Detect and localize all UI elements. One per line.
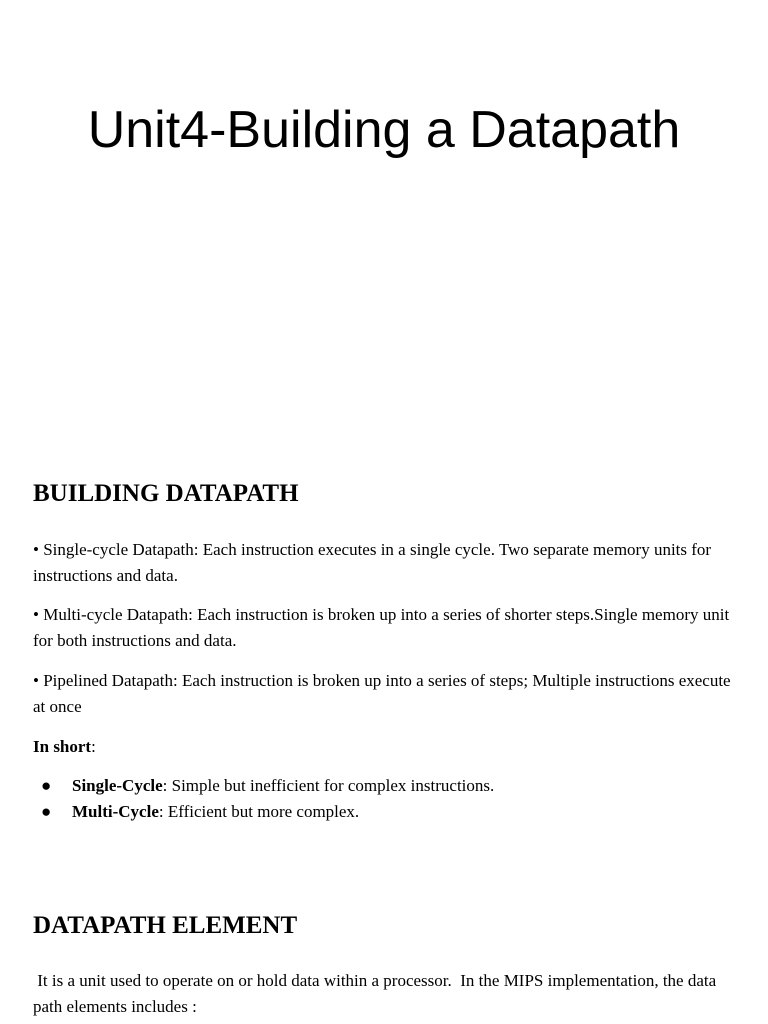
bullet-marker: ● <box>41 802 52 821</box>
bullet-text: : Simple but inefficient for complex instructions. <box>162 776 495 795</box>
in-short-line <box>33 734 738 760</box>
section-heading-building-datapath: BUILDING DATAPATH <box>33 480 299 507</box>
paragraph-datapath-element: It is a unit used to operate on or hold data within a processor. In the MIPS implementation, the data path elements includes : <box>33 971 721 1016</box>
bullet-term: Single-Cycle <box>72 776 163 795</box>
page-title: Unit4-Building a Datapath <box>87 101 681 159</box>
paragraph-multi-cycle: • Multi-cycle Datapath: Each instruction is broken up into a series of shorter steps.Single memory unit for both instructions and data. <box>33 605 730 650</box>
bullet-marker: ● <box>41 776 52 795</box>
bullet-term: Multi-Cycle <box>72 802 159 821</box>
in-short-label: In short <box>33 737 92 756</box>
section-heading-datapath-element: DATAPATH ELEMENT <box>33 912 298 939</box>
list-item <box>33 799 738 825</box>
summary-bullet-list <box>33 773 738 825</box>
list-item <box>33 773 738 799</box>
bullet-text: : Efficient but more complex. <box>158 802 360 821</box>
in-short-colon: : <box>91 737 96 756</box>
paragraph-single-cycle: • Single-cycle Datapath: Each instruction executes in a single cycle. Two separate memory units for instructions and data. <box>33 540 712 585</box>
paragraph-pipelined: • Pipelined Datapath: Each instruction is broken up into a series of steps; Multiple instructions execute at once <box>33 671 731 716</box>
